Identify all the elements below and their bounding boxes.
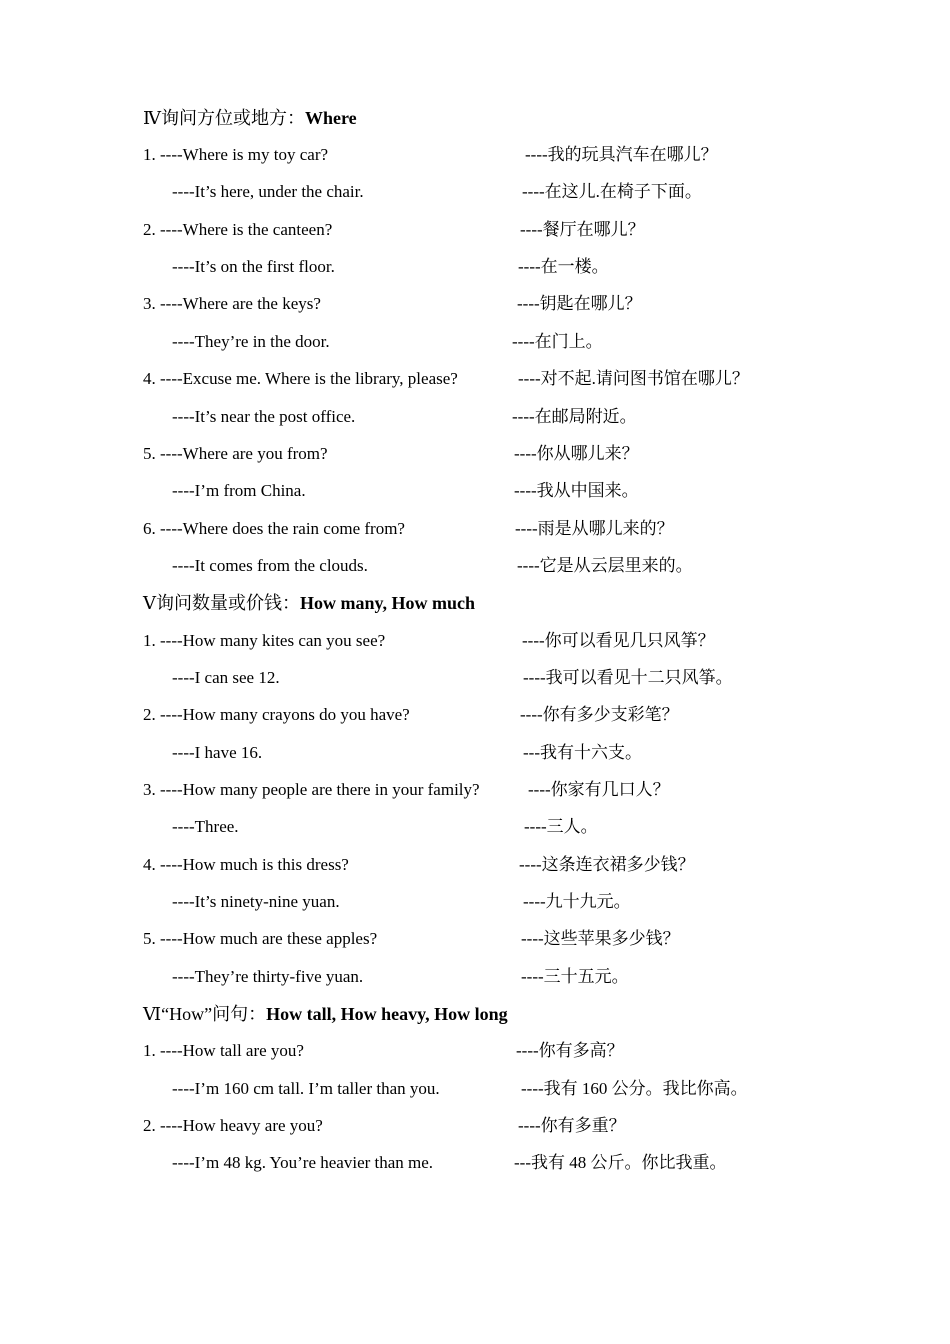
chinese-translation: ----这些苹果多少钱？ [521, 929, 680, 948]
heading-chinese: Ⅴ询问数量或价钱： [143, 593, 300, 613]
english-question: 1. ----How many kites can you see? [143, 631, 386, 650]
dialogue-line [0, 739, 950, 767]
dialogue-line [0, 963, 950, 991]
dialogue-line [0, 403, 950, 431]
dialogue-line [0, 290, 950, 318]
dialogue-line [0, 178, 950, 206]
dialogue-line [0, 477, 950, 505]
english-question: 1. ----Where is my toy car? [143, 145, 329, 164]
dialogue-line [0, 328, 950, 356]
english-answer: ----Three. [172, 817, 239, 836]
dialogue-line [0, 141, 950, 169]
dialogue-line [0, 664, 950, 692]
dialogue-line [0, 1037, 950, 1065]
english-answer: ----I’m 160 cm tall. I’m taller than you. [172, 1079, 440, 1098]
chinese-translation: ----三十五元。 [521, 967, 629, 986]
english-answer: ----It’s on the first floor. [172, 257, 335, 276]
english-question: 4. ----Excuse me. Where is the library, please? [143, 369, 458, 388]
dialogue-line [0, 888, 950, 916]
chinese-translation: ----它是从云层里来的。 [517, 556, 693, 575]
chinese-translation: ----我从中国来。 [514, 481, 639, 500]
dialogue-line [0, 851, 950, 879]
dialogue-line [0, 552, 950, 580]
chinese-translation: ----在门上。 [512, 332, 603, 351]
dialogue-line [0, 253, 950, 281]
english-question: 2. ----How many crayons do you have? [143, 705, 410, 724]
english-question: 4. ----How much is this dress? [143, 855, 349, 874]
english-answer: ----They’re thirty-five yuan. [172, 967, 364, 986]
english-question: 6. ----Where does the rain come from? [143, 519, 405, 538]
chinese-translation: ---我有十六支。 [523, 743, 642, 762]
heading-chinese: Ⅳ询问方位或地方： [143, 108, 305, 128]
chinese-translation: ----钥匙在哪儿？ [517, 294, 642, 313]
chinese-translation: ----你从哪儿来？ [514, 444, 639, 463]
english-answer: ----It’s here, under the chair. [172, 182, 364, 201]
heading-chinese: Ⅵ“How”问句： [143, 1004, 267, 1024]
dialogue-line [0, 440, 950, 468]
dialogue-line [0, 776, 950, 804]
chinese-translation: ---我有 48 公斤。你比我重。 [514, 1153, 727, 1172]
chinese-translation: ----你可以看见几只风筝？ [522, 631, 715, 650]
chinese-translation: ----你有多重？ [518, 1116, 626, 1135]
chinese-translation: ----你家有几口人？ [528, 780, 670, 799]
heading-english: Where [304, 108, 357, 128]
english-answer: ----It’s ninety-nine yuan. [172, 892, 340, 911]
chinese-translation: ----在一楼。 [518, 257, 609, 276]
dialogue-line [0, 627, 950, 655]
chinese-translation: ----在这儿.在椅子下面。 [522, 182, 702, 201]
english-question: 2. ----How heavy are you? [143, 1116, 323, 1135]
chinese-translation: ----餐厅在哪儿？ [520, 220, 645, 239]
english-answer: ----I can see 12. [172, 668, 280, 687]
section-heading-how-questions [0, 1000, 950, 1028]
chinese-translation: ----你有多少支彩笔？ [520, 705, 679, 724]
english-question: 5. ----Where are you from? [143, 444, 328, 463]
english-answer: ----I’m from China. [172, 481, 306, 500]
english-question: 2. ----Where is the canteen? [143, 220, 333, 239]
chinese-translation: ----三人。 [524, 817, 598, 836]
chinese-translation: ----九十九元。 [523, 892, 631, 911]
english-answer: ----I’m 48 kg. You’re heavier than me. [172, 1153, 434, 1172]
english-question: 5. ----How much are these apples? [143, 929, 378, 948]
dialogue-line [0, 1075, 950, 1103]
heading-english: How tall, How heavy, How long [266, 1004, 508, 1024]
section-heading-how-many [0, 589, 950, 617]
english-answer: ----I have 16. [172, 743, 263, 762]
english-answer: ----It’s near the post office. [172, 407, 356, 426]
dialogue-line [0, 1112, 950, 1140]
dialogue-line [0, 813, 950, 841]
chinese-translation: ----这条连衣裙多少钱？ [519, 855, 695, 874]
dialogue-line [0, 515, 950, 543]
heading-english: How many, How much [300, 593, 476, 613]
chinese-translation: ----你有多高？ [516, 1041, 624, 1060]
dialogue-line [0, 365, 950, 393]
english-question: 1. ----How tall are you? [143, 1041, 304, 1060]
section-heading-where [0, 104, 950, 132]
chinese-translation: ----雨是从哪儿来的？ [515, 519, 674, 538]
chinese-translation: ----对不起.请问图书馆在哪儿？ [518, 369, 749, 388]
dialogue-line [0, 701, 950, 729]
english-answer: ----It comes from the clouds. [172, 556, 368, 575]
english-answer: ----They’re in the door. [172, 332, 330, 351]
dialogue-line [0, 1149, 950, 1177]
chinese-translation: ----我的玩具汽车在哪儿？ [525, 145, 718, 164]
english-question: 3. ----Where are the keys? [143, 294, 321, 313]
chinese-translation: ----我有 160 公分。我比你高。 [521, 1079, 748, 1098]
english-question: 3. ----How many people are there in your family? [143, 780, 480, 799]
dialogue-line [0, 925, 950, 953]
chinese-translation: ----在邮局附近。 [512, 407, 637, 426]
chinese-translation: ----我可以看见十二只风筝。 [523, 668, 733, 687]
dialogue-line [0, 216, 950, 244]
